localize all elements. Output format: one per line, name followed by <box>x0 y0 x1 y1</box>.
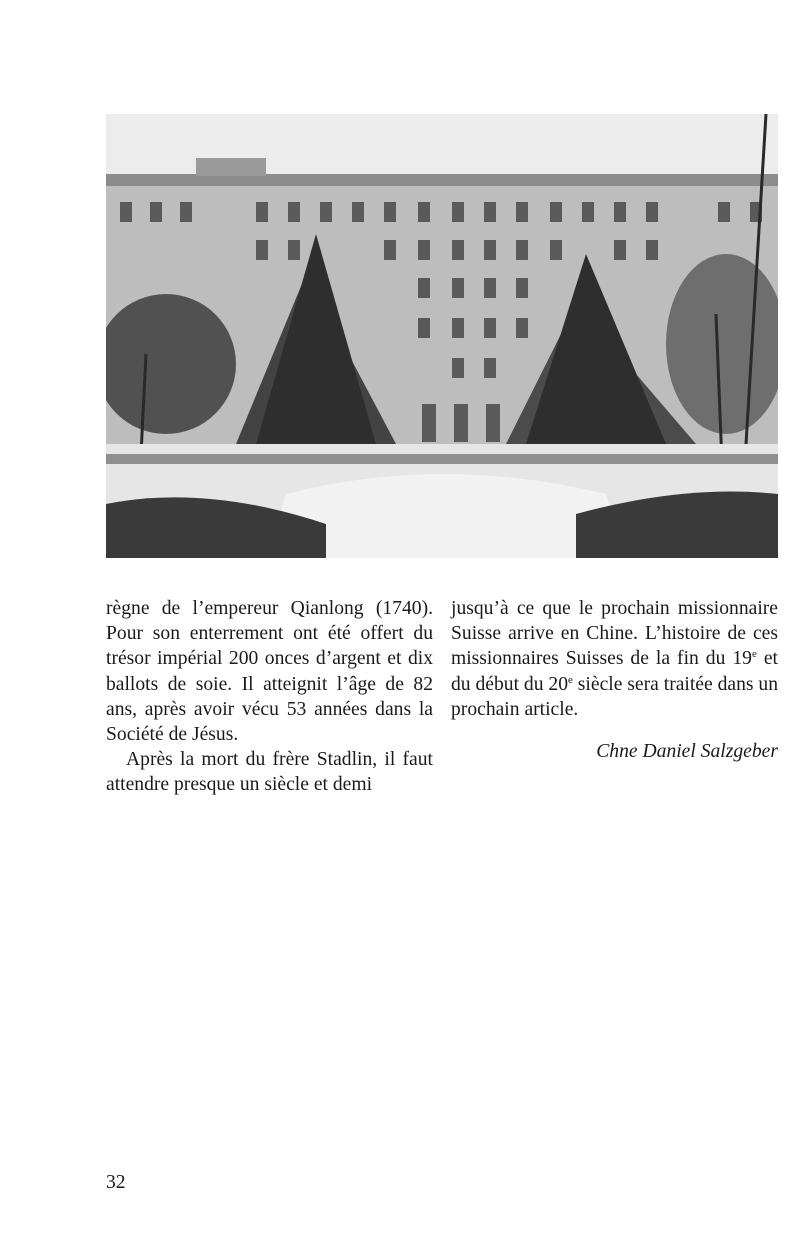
superscript: e <box>751 648 757 661</box>
superscript: e <box>568 673 573 686</box>
paragraph-2: Après la mort du frère Stadlin, il faut attendre presque un siècle et demi <box>106 749 433 796</box>
text-segment: siècle sera traitée dans un prochain article. <box>451 673 778 720</box>
building-photo <box>106 114 778 558</box>
paragraph-continuation <box>451 596 778 722</box>
paragraph-1: règne de l’empereur Qianlong (1740). Pour son enterrement ont été offert du trésor impérial 200 onces d’argent et dix ballots de soie. Il atteignit l’âge de 82 ans, après avoir vécu 53 années dans la Société de Jésus. <box>106 598 433 746</box>
text-segment: et du début du 20 <box>451 648 778 695</box>
right-column <box>451 596 778 764</box>
page-number: 32 <box>106 1172 126 1193</box>
author-signature: Chne Daniel Salzgeber <box>596 741 778 763</box>
left-column <box>106 596 433 798</box>
building-photo-icon <box>106 114 778 558</box>
text-segment: jusqu’à ce que le prochain missionnaire Suisse arrive en Chine. L’histoire de ces missionnaires Suisses de la fin du 19 <box>451 598 778 670</box>
